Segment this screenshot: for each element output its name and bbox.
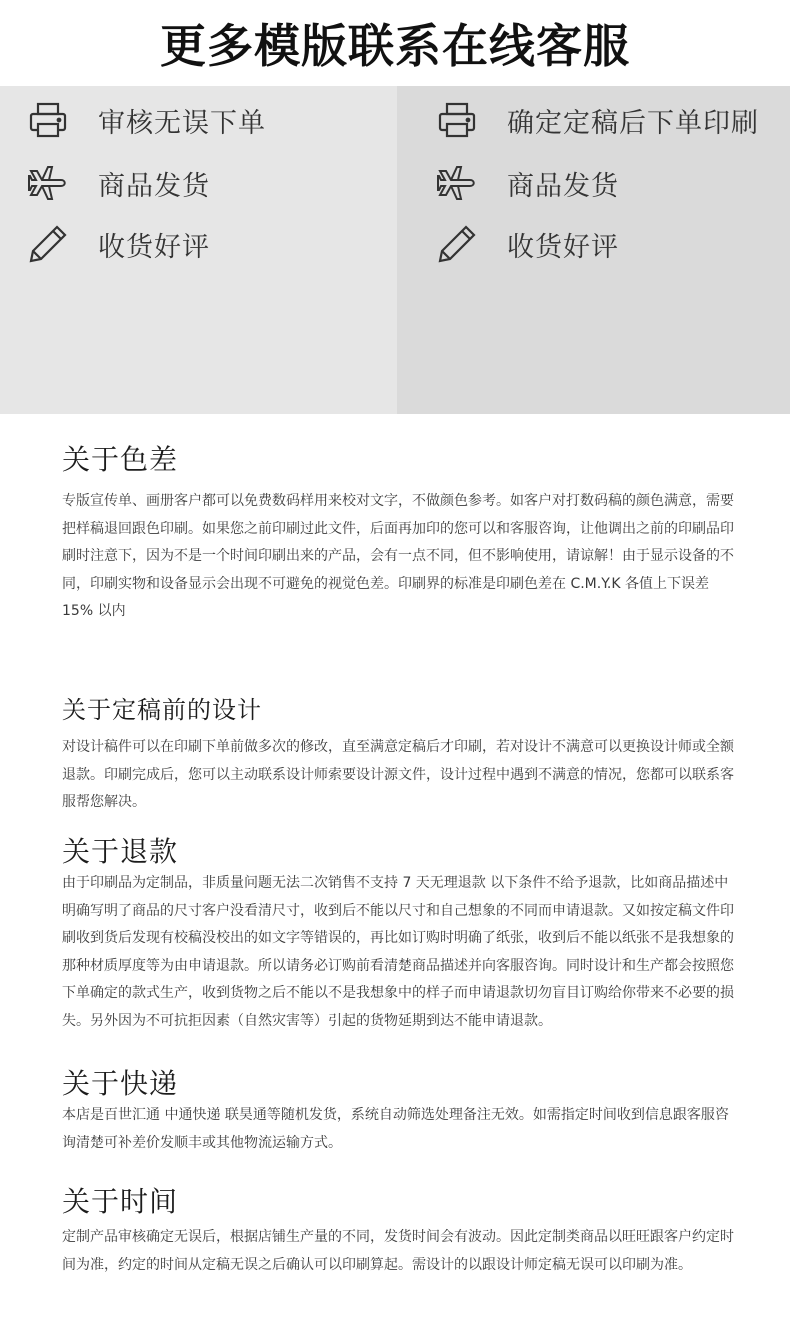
printer-icon (437, 100, 477, 140)
step-shipping (28, 163, 210, 203)
step-review (28, 224, 210, 264)
steps-column-left (0, 86, 397, 414)
step-label: 商品发货 (98, 170, 210, 202)
step-review-order (28, 100, 266, 140)
process-steps-panel (0, 86, 790, 414)
steps-column-right (397, 86, 790, 414)
section-title: 关于退款 (62, 835, 179, 868)
step-shipping (437, 163, 619, 203)
step-label: 确定定稿后下单印刷 (507, 107, 759, 139)
section-title: 关于色差 (62, 443, 179, 476)
step-review (437, 224, 619, 264)
step-label: 商品发货 (507, 170, 619, 202)
banner-title: 更多模版联系在线客服 (160, 19, 630, 73)
step-label: 收货好评 (507, 231, 619, 263)
section-body: 对设计稿件可以在印刷下单前做多次的修改，直至满意定稿后才印刷，若对设计不满意可以更换设计师或全额退款。印刷完成后，您可以主动联系设计师索要设计源文件，设计过程中遇到不满意的情况，您都可以联系客服帮您解决。 (62, 739, 734, 810)
section-courier (62, 1066, 742, 1157)
step-label: 审核无误下单 (98, 107, 266, 139)
pencil-icon (437, 224, 477, 264)
section-color-difference (62, 442, 742, 626)
section-title: 关于定稿前的设计 (62, 696, 262, 724)
airplane-icon (28, 163, 68, 203)
section-body: 定制产品审核确定无误后，根据店铺生产量的不同，发货时间会有波动。因此定制类商品以旺旺跟客户约定时间为准，约定的时间从定稿无误之后确认可以印刷算起。需设计的以跟设计师定稿无误可以印刷为准。 (62, 1229, 734, 1273)
banner (0, 0, 790, 86)
section-time (62, 1184, 742, 1279)
section-title: 关于快递 (62, 1067, 179, 1100)
section-design-before-final (62, 694, 742, 817)
section-body: 本店是百世汇通 中通快递 联昊通等随机发货，系统自动筛选处理备注无效。如需指定时间收到信息跟客服咨询清楚可补差价发顺丰或其他物流运输方式。 (62, 1107, 729, 1151)
airplane-icon (437, 163, 477, 203)
pencil-icon (28, 224, 68, 264)
printer-icon (28, 100, 68, 140)
section-body: 由于印刷品为定制品，非质量问题无法二次销售不支持 7 天无理退款 以下条件不给予退款，比如商品描述中明确写明了商品的尺寸客户没看清尺寸，收到后不能以尺寸和自己想象的不同而申请退款。又如按定稿文件印刷收到货后发现有校稿没校出的如文字等错误的，再比如订购时明确了纸张，收到后不能以纸张不是我想象的那种材质厚度等为由申请退款。所以请务必订购前看清楚商品描述并向客服咨询。同时设计和生产都会按照您下单确定的款式生产，收到货物之后不能以不是我想象中的样子而申请退款切勿盲目订购给你带来不必要的损失。另外因为不可抗拒因素（自然灾害等）引起的货物延期到达不能申请退款。 (62, 875, 734, 1029)
section-body: 专版宣传单、画册客户都可以免费数码样用来校对文字，不做颜色参考。如客户对打数码稿的颜色满意，需要把样稿退回跟色印刷。如果您之前印刷过此文件，后面再加印的您可以和客服咨询，让他调出之前的印刷品印刷时注意下，因为不是一个时间印刷出来的产品，会有一点不同，但不影响使用，请谅解！由于显示设备的不同，印刷实物和设备显示会出现不可避免的视觉色差。印刷界的标准是印刷色差在 C.M.Y.K 各值上下误差 15% 以内 (62, 493, 734, 619)
step-label: 收货好评 (98, 231, 210, 263)
section-title: 关于时间 (62, 1185, 179, 1218)
step-confirm-print (437, 100, 759, 140)
section-refund (62, 834, 742, 1035)
